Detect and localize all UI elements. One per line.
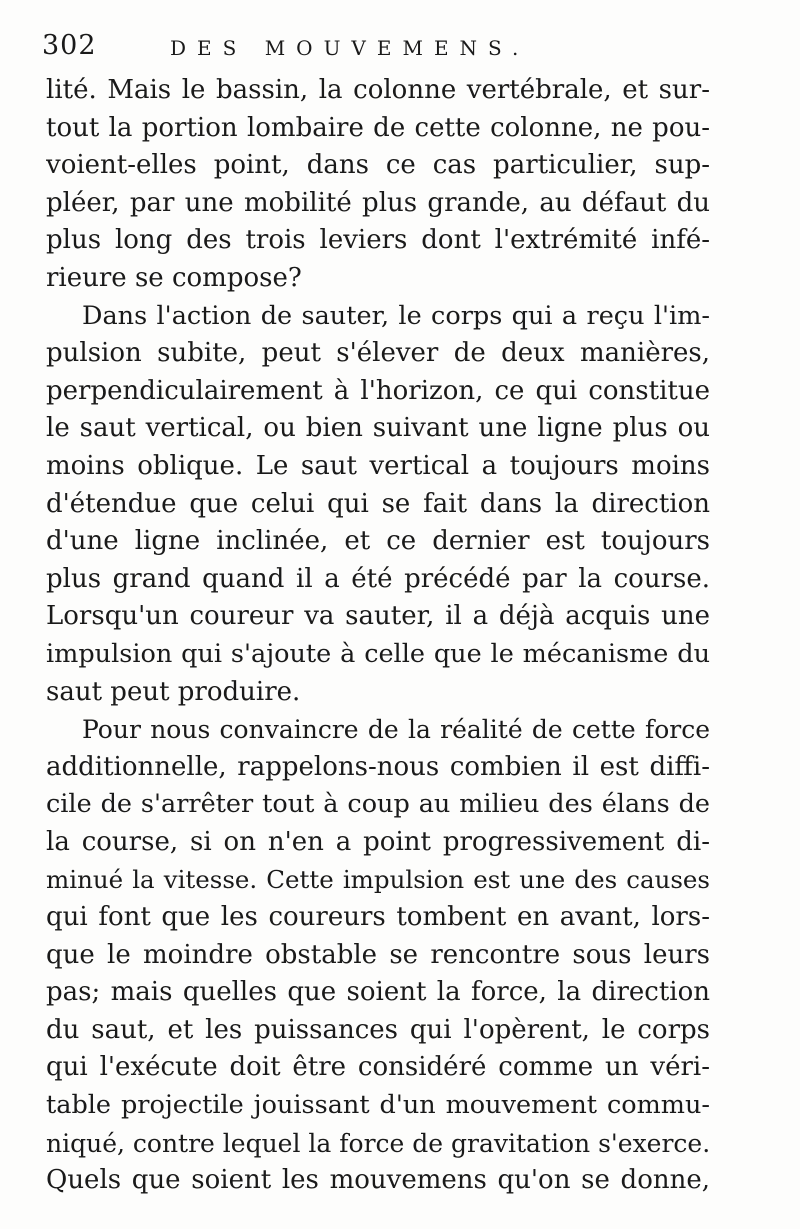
text-line: plus long des trois leviers dont l'extrémité infé- [46, 225, 710, 256]
page-header [40, 26, 760, 66]
text-line: rieure se compose? [46, 262, 302, 293]
body-text [46, 72, 710, 1200]
text-line: qui l'exécute doit être considéré comme un véri- [46, 1052, 710, 1083]
running-head: DES MOUVEMENS. [170, 36, 530, 60]
text-line: le saut vertical, ou bien suivant une ligne plus ou [46, 413, 710, 444]
text-line: moins oblique. Le saut vertical a toujours moins [46, 450, 710, 481]
text-line: niqué, contre lequel la force de gravitation s'exerce. [46, 1128, 710, 1158]
text-line: tout la portion lombaire de cette colonne, ne pou- [46, 112, 710, 143]
page-number: 302 [42, 30, 97, 61]
text-line: minué la vitesse. Cette impulsion est une des causes [46, 865, 710, 895]
text-line: impulsion qui s'ajoute à celle que le mécanisme du [46, 638, 710, 669]
text-line: voient-elles point, dans ce cas particulier, sup- [46, 150, 710, 181]
text-line: qui font que les coureurs tombent en avant, lors- [46, 902, 710, 933]
text-line: que le moindre obstable se rencontre sous leurs [46, 939, 710, 970]
text-line: Quels que soient les mouvemens qu'on se donne, [46, 1165, 710, 1196]
text-line: Lorsqu'un coureur va sauter, il a déjà acquis une [46, 601, 710, 632]
text-line: lité. Mais le bassin, la colonne vertébrale, et sur- [46, 75, 710, 105]
text-line: Pour nous convaincre de la réalité de cette force [82, 715, 710, 745]
text-line: pas; mais quelles que soient la force, la direction [46, 977, 710, 1008]
text-line: pulsion subite, peut s'élever de deux manières, [46, 338, 710, 369]
text-line: saut peut produire. [46, 676, 301, 707]
text-line: d'étendue que celui qui se fait dans la direction [46, 488, 710, 519]
text-line: cile de s'arrêter tout à coup au milieu des élans de [46, 789, 710, 820]
text-line: table projectile jouissant d'un mouvement commu- [46, 1090, 710, 1121]
text-line: perpendiculairement à l'horizon, ce qui constitue [46, 375, 710, 406]
text-line: additionnelle, rappelons-nous combien il est diffi- [46, 751, 710, 782]
text-line: la course, si on n'en a point progressivement di- [46, 826, 710, 857]
text-line: pléer, par une mobilité plus grande, au défaut du [46, 187, 710, 218]
text-line: plus grand quand il a été précédé par la course. [46, 563, 710, 594]
text-line: Dans l'action de sauter, le corps qui a reçu l'im- [82, 300, 710, 331]
text-line: d'une ligne inclinée, et ce dernier est toujours [46, 526, 710, 557]
text-line: du saut, et les puissances qui l'opèrent, le corps [46, 1014, 710, 1045]
